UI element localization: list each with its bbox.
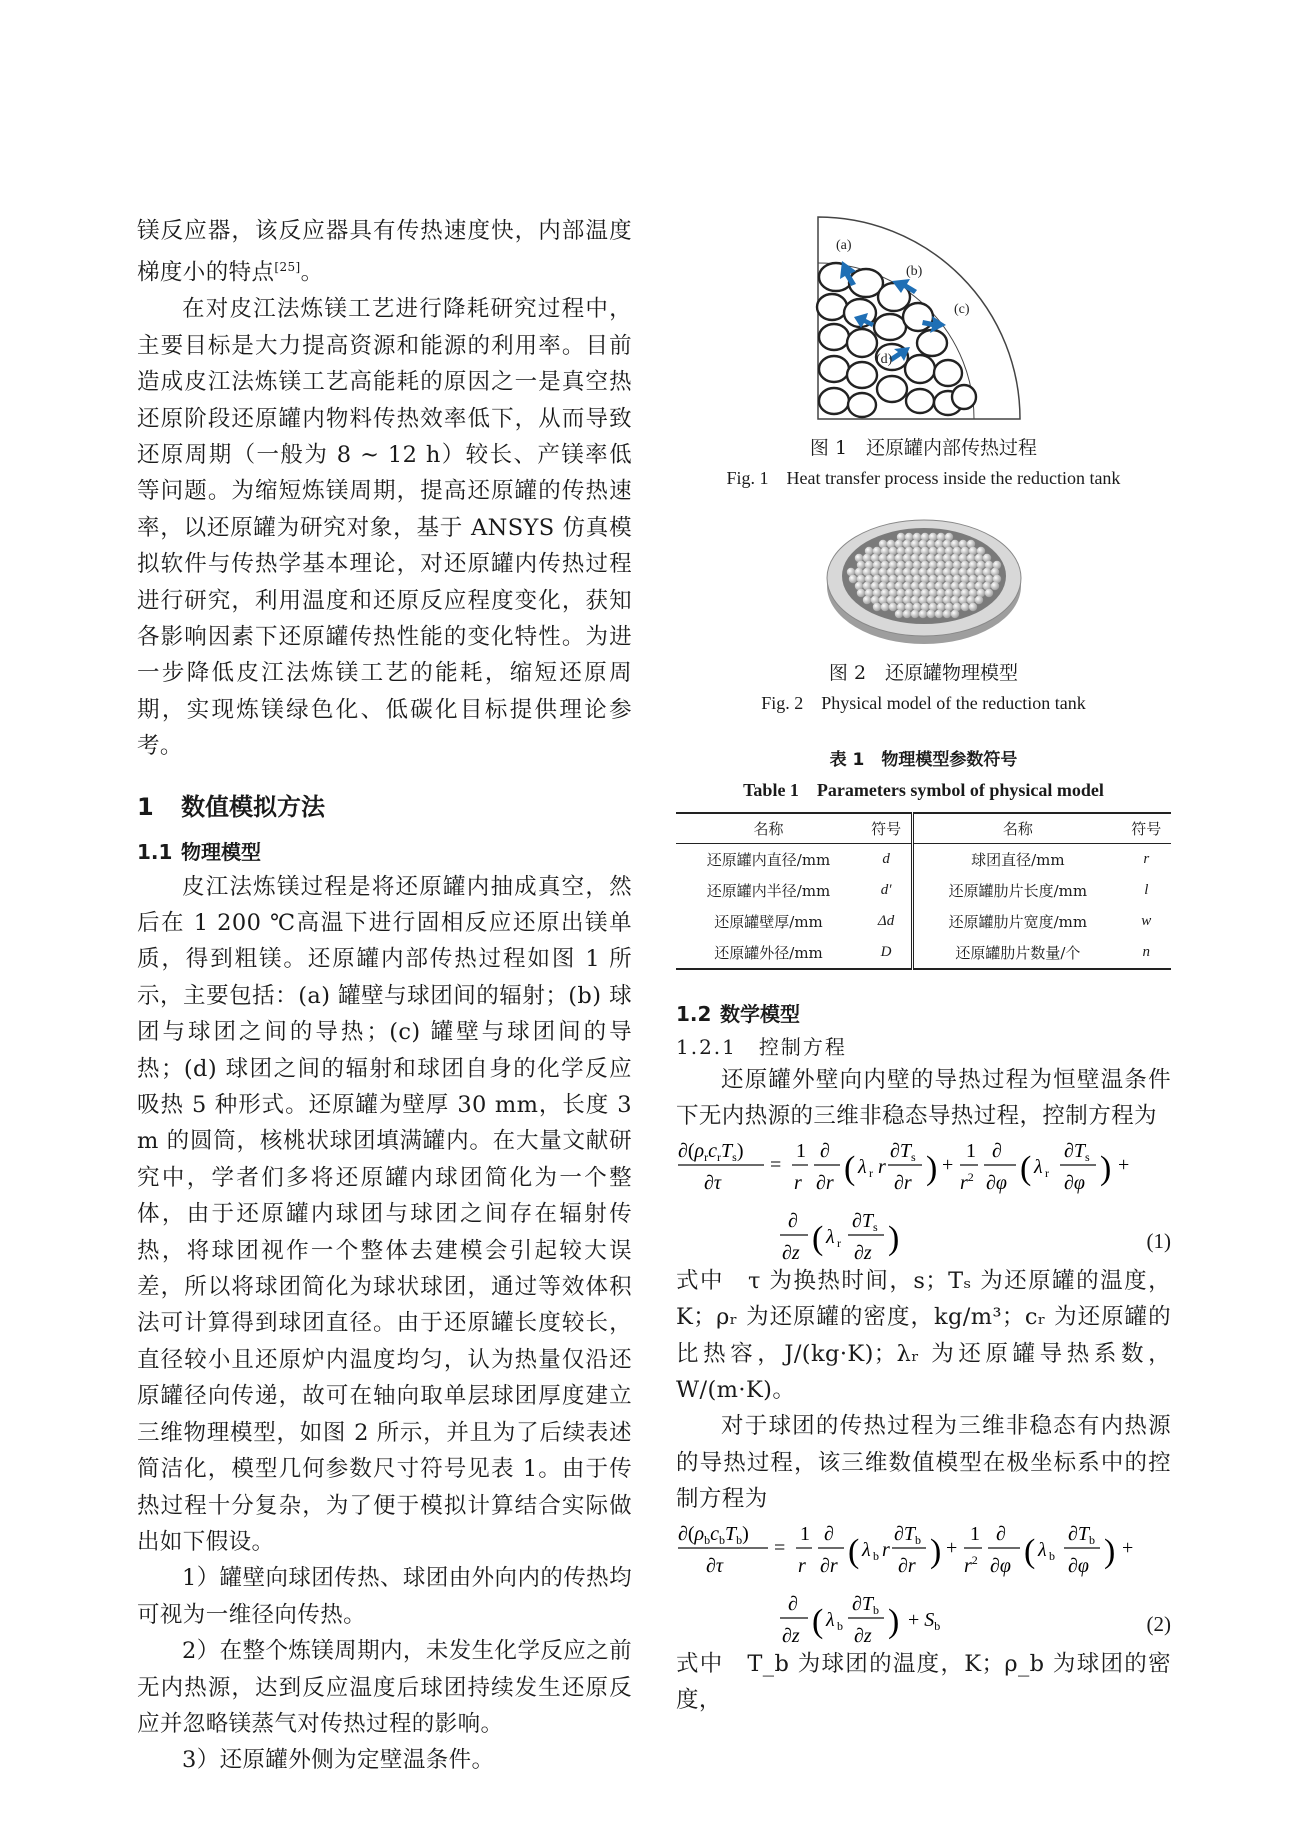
figure-caption-cn: 图 2 还原罐物理模型	[828, 662, 1019, 684]
paragraph: 1）罐壁向球团传热、球团由外向内的传热均可视为一维径向传热。	[137, 1565, 632, 1628]
svg-text:∂Tb: $\partial T_b$	[894, 1522, 922, 1547]
pellet-sphere	[942, 610, 950, 618]
paragraph: 对于球团的传热过程为三维非稳态有内热源的导热过程，该三维数值模型在极坐标系中的控制方程为	[676, 1413, 1171, 1513]
svg-text:∂Ts: $\partial T_s$	[890, 1139, 916, 1164]
pellet-sphere	[934, 610, 942, 618]
parameter-table	[676, 812, 1171, 970]
svg-text:∂(ρrcrTs): $\partial(\rho_rc_rT_s)$	[678, 1139, 744, 1164]
subsection-heading: 1.1 物理模型	[137, 839, 261, 864]
equation-1	[676, 1135, 1171, 1263]
svg-text:r: r	[869, 1165, 873, 1180]
svg-text:∂z: ∂z	[782, 1241, 800, 1263]
svg-text:∂r: ∂r	[820, 1554, 838, 1577]
paragraph: 还原罐外壁向内壁的导热过程为恒壁温条件下无内热源的三维非稳态导热过程，控制方程为	[676, 1067, 1171, 1130]
svg-text:∂(ρbcbTb): $\partial(\rho_bc_bT_b)$	[678, 1522, 749, 1547]
svg-text:λ: λ	[1034, 1155, 1043, 1178]
paragraph: 式中 T_b 为球团的温度，K；ρ_b 为球团的密度，	[676, 1650, 1171, 1714]
label-c: (c)	[953, 302, 970, 317]
svg-text:r2: $r^2$	[964, 1552, 978, 1577]
citation[interactable]: [25]	[274, 260, 301, 275]
svg-text:(: (	[848, 1532, 860, 1570]
section-heading: 1 数值模拟方法	[137, 792, 325, 821]
column-header: 符号	[861, 813, 913, 844]
pellet-sphere	[984, 589, 992, 597]
svg-text:): )	[888, 1219, 900, 1257]
svg-text:∂z: ∂z	[782, 1624, 800, 1646]
svg-text:∂τ: ∂τ	[704, 1171, 722, 1194]
svg-text:∂φ: ∂φ	[1068, 1554, 1089, 1577]
svg-text:∂Tb: $\partial T_b$	[852, 1592, 880, 1617]
svg-text:∂: ∂	[824, 1522, 834, 1545]
svg-text:b: b	[1049, 1548, 1055, 1563]
svg-text:∂φ: ∂φ	[986, 1171, 1007, 1194]
svg-text:λ: λ	[826, 1225, 835, 1248]
equation-2	[676, 1518, 1171, 1646]
svg-text:1: 1	[796, 1139, 806, 1162]
heat-transfer-diagram	[814, 213, 1024, 423]
figure-caption-cn: 图 1 还原罐内部传热过程	[809, 437, 1038, 459]
svg-text:+: +	[1118, 1153, 1130, 1176]
svg-text:): )	[1100, 1149, 1112, 1187]
svg-text:b: b	[873, 1548, 879, 1563]
equation-2-formula	[676, 1518, 1171, 1646]
paragraph: 在对皮江法炼镁工艺进行降耗研究过程中，主要目标是大力提高资源和能源的利用率。目前造成皮江法炼镁工艺高能耗的原因之一是真空热还原阶段还原罐内物料传热效率低下，从而导致还原周期（一般为 8 ~ 12 h）较长、产镁率低等问题。为缩短炼镁周期，提高还原罐的传热速率，以还原罐为研究对象，基于 ANSYS 仿真模拟软件与传热学基本理论，对还原罐内传热过程进行研究，利用温度和还原反应程度变化，获知各影响因素下还原罐传热性能的变化特性。为进一步降低皮江法炼镁工艺的能耗，缩短还原周期，实现炼镁绿色化、低碳化目标提供理论参考。	[137, 296, 632, 760]
svg-text:∂: ∂	[788, 1592, 798, 1615]
svg-text:∂z: ∂z	[854, 1241, 872, 1263]
svg-text:1: 1	[970, 1522, 980, 1545]
svg-text:r: r	[794, 1171, 802, 1194]
svg-text:+: +	[1122, 1536, 1134, 1559]
pellet-sphere	[974, 596, 982, 604]
subsection-heading: 1.2 数学模型	[676, 1002, 800, 1026]
column-header: 名称	[676, 813, 861, 844]
paragraph: 2）在整个炼镁周期内，未发生化学反应之前无内热源，达到反应温度后球团持续发生还原反应并忽略镁蒸气对传热过程的影响。	[137, 1638, 632, 1737]
column-header: 名称	[913, 813, 1122, 844]
svg-text:+ Sb: + $S_b$	[908, 1608, 941, 1633]
tank-model-image	[824, 510, 1024, 648]
pellet-sphere	[902, 610, 910, 618]
label-b: (b)	[905, 264, 922, 279]
svg-text:∂r: ∂r	[898, 1554, 916, 1577]
pellet-sphere	[848, 575, 856, 583]
svg-text:1: 1	[966, 1139, 976, 1162]
svg-text:∂τ: ∂τ	[706, 1554, 724, 1577]
svg-text:∂r: ∂r	[816, 1171, 834, 1194]
pellet-sphere	[950, 610, 958, 618]
svg-text:∂: ∂	[788, 1209, 798, 1232]
table-row: 还原罐内直径/mm d 球团直径/mm r	[676, 844, 1171, 876]
paragraph: 3）还原罐外侧为定壁温条件。	[182, 1747, 495, 1774]
svg-text:): )	[888, 1602, 900, 1640]
pellet-sphere	[990, 582, 998, 590]
svg-text:b: b	[837, 1618, 843, 1633]
pellet-sphere	[968, 603, 976, 611]
svg-text:∂φ: ∂φ	[990, 1554, 1011, 1577]
svg-text:∂: ∂	[996, 1522, 1006, 1545]
pellet-sphere	[862, 596, 870, 604]
equation-number: (2)	[1146, 1611, 1171, 1636]
figure-caption-en: Fig. 1 Heat transfer process inside the reduction tank	[726, 468, 1121, 488]
svg-text:r: r	[878, 1155, 886, 1178]
left-column	[137, 213, 632, 1779]
table-row: 还原罐外径/mm D 还原罐肋片数量/个 n	[676, 937, 1171, 969]
figure-2	[676, 510, 1171, 715]
svg-text:λ: λ	[1038, 1538, 1047, 1561]
table-caption-en: Table 1 Parameters symbol of physical model	[743, 780, 1104, 800]
table-row: 还原罐内半径/mm d′ 还原罐肋片长度/mm l	[676, 875, 1171, 906]
svg-text:(: (	[1024, 1532, 1036, 1570]
pellet-sphere	[960, 603, 968, 611]
svg-text:∂: ∂	[992, 1139, 1002, 1162]
equation-1-formula	[676, 1135, 1171, 1263]
svg-text:r: r	[1045, 1165, 1049, 1180]
svg-text:+: +	[942, 1153, 954, 1176]
right-column	[676, 213, 1171, 1718]
table-1	[676, 745, 1171, 970]
svg-text:λ: λ	[858, 1155, 867, 1178]
paragraph: 皮江法炼镁过程是将还原罐内抽成真空，然后在 1 200 ℃高温下进行固相反应还原出镁单质，得到粗镁。还原罐内部传热过程如图 1 所示，主要包括：(a) 罐壁与球团间的辐射；(b) 球团与球团之间的导热；(c) 罐壁与球团间的导热；(d) 球团之间的辐射和球团自身的化学反应吸热 5 种形式。还原罐为壁厚 30 mm，长度 3 m 的圆筒，核桃状球团填满罐内。在大量文献研究中，学者们多将还原罐内球团简化为一个整体，由于还原罐内球团与球团之间存在辐射传热，将球团视作一个整体去建模会引起较大误差，所以将球团简化为球状球团，通过等效体积法可计算得到球团直径。由于还原罐长度较长，直径较小且还原炉内温度均匀，认为热量仅沿还原罐径向传递，故可在轴向取单层球团厚度建立三维物理模型，如图 2 所示，并且为了后续表述简洁化，模型几何参数尺寸符号见表 1。由于传热过程十分复杂，为了便于模拟计算结合实际做出如下假设。	[137, 873, 632, 1555]
svg-text:(: (	[844, 1149, 856, 1187]
svg-text:∂Ts: $\partial T_s$	[1064, 1139, 1090, 1164]
svg-text:r: r	[882, 1538, 890, 1561]
svg-text:∂Tb: $\partial T_b$	[1068, 1522, 1096, 1547]
svg-text:(: (	[812, 1602, 824, 1640]
svg-text:=: =	[774, 1536, 786, 1559]
figure-caption-en: Fig. 2 Physical model of the reduction tank	[761, 693, 1086, 713]
table-caption-cn: 表 1 物理模型参数符号	[829, 750, 1018, 770]
svg-text:r2: $r^2$	[960, 1169, 974, 1194]
pellet-sphere	[910, 610, 918, 618]
pellet-sphere	[856, 589, 864, 597]
pellet-sphere	[894, 610, 902, 618]
column-header: 符号	[1122, 813, 1171, 844]
pellet-sphere	[888, 603, 896, 611]
pellet-sphere	[880, 603, 888, 611]
svg-text:r: r	[798, 1554, 806, 1577]
subsubsection-heading: 1.2.1 控制方程	[676, 1035, 847, 1059]
pellet-sphere	[918, 610, 926, 618]
svg-text:=: =	[770, 1153, 782, 1176]
svg-text:+: +	[946, 1536, 958, 1559]
svg-text:): )	[926, 1149, 938, 1187]
svg-text:λ: λ	[826, 1608, 835, 1631]
svg-text:∂Ts: $\partial T_s$	[852, 1209, 878, 1234]
svg-text:∂r: ∂r	[894, 1171, 912, 1194]
svg-text:1: 1	[800, 1522, 810, 1545]
svg-text:(: (	[1020, 1149, 1032, 1187]
label-a: (a)	[835, 238, 852, 253]
svg-text:∂φ: ∂φ	[1064, 1171, 1085, 1194]
svg-text:): )	[1104, 1532, 1116, 1570]
label-d: (d)	[875, 352, 892, 367]
equation-number: (1)	[1146, 1228, 1171, 1253]
figure-1	[676, 213, 1171, 490]
pellet-sphere	[926, 610, 934, 618]
pellet-sphere	[872, 603, 880, 611]
paragraph: 镁反应器，该反应器具有传热速度快，内部温度梯度小的特点[25]。	[137, 218, 632, 286]
svg-text:∂z: ∂z	[854, 1624, 872, 1646]
svg-text:): )	[930, 1532, 942, 1570]
svg-text:r: r	[837, 1235, 841, 1250]
table-row: 还原罐壁厚/mm Δd 还原罐肋片宽度/mm w	[676, 906, 1171, 937]
paragraph: 式中 τ 为换热时间，s；Tₛ 为还原罐的温度，K；ρᵣ 为还原罐的密度，kg/m³；cᵣ 为还原罐的比热容，J/(kg·K)；λᵣ 为还原罐导热系数，W/(m·K)。	[676, 1267, 1171, 1404]
svg-text:∂: ∂	[820, 1139, 830, 1162]
svg-text:λ: λ	[862, 1538, 871, 1561]
svg-text:(: (	[812, 1219, 824, 1257]
